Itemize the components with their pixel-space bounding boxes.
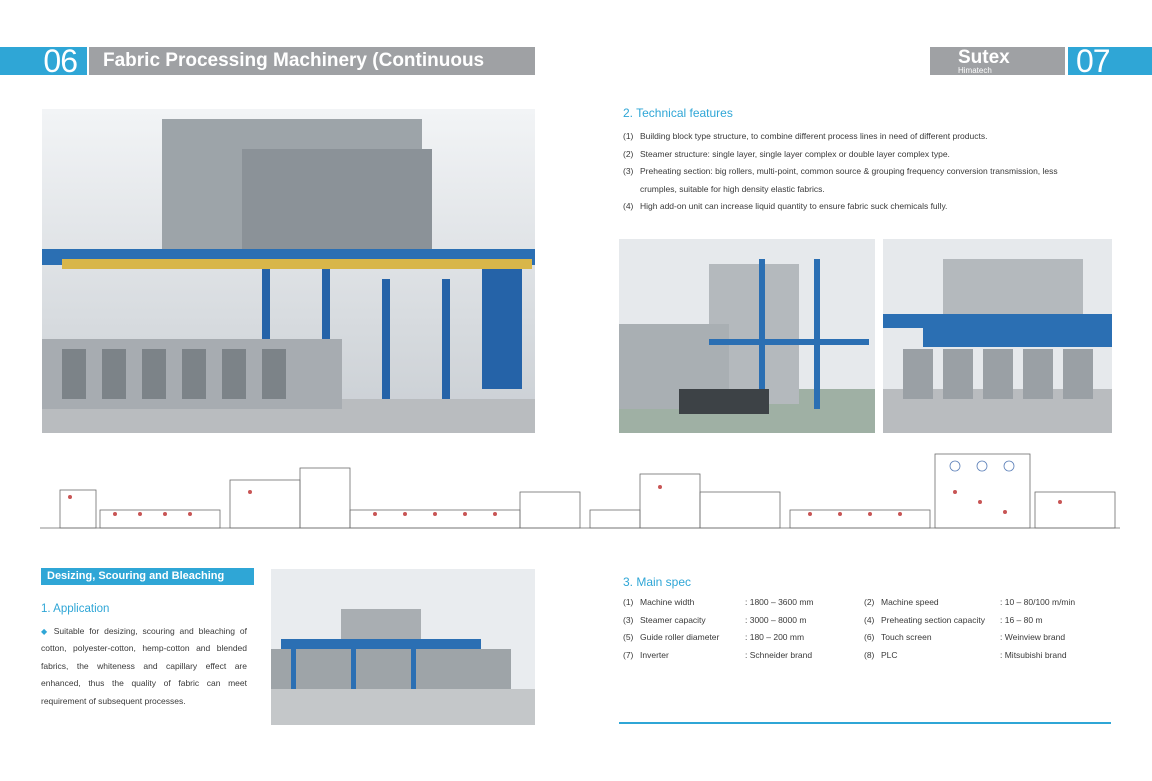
application-description: Suitable for desizing, scouring and bleaching of cotton, polyester-cotton, hemp-cotton and blended fabrics, the whiteness and capillary effect are enhanced, thus the quality of fabric can meet requirement of subsequent processes. <box>41 626 247 706</box>
features-list <box>623 128 1093 216</box>
spec-value: : 1800 – 3600 mm <box>745 597 814 607</box>
footer-rule <box>619 722 1111 724</box>
feature-text: Steamer structure: single layer, single layer complex or double layer complex type. <box>640 148 950 159</box>
spec-row <box>623 632 1103 650</box>
spec-key: Preheating section capacity <box>881 614 985 625</box>
spec-number: (3) <box>623 614 634 625</box>
spec-number: (6) <box>864 632 875 643</box>
spec-key: Touch screen <box>881 632 932 643</box>
process-line-diagram <box>40 452 1120 534</box>
feature-text: High add-on unit can increase liquid quantity to ensure fabric suck chemicals fully. <box>640 201 948 212</box>
range-section-tag: Desizing, Scouring and Bleaching Range <box>41 568 254 585</box>
feature-item <box>623 146 1093 164</box>
spec-number: (8) <box>864 650 875 661</box>
spec-row <box>623 597 1103 615</box>
application-text <box>41 623 247 710</box>
spec-key: Machine width <box>640 597 695 607</box>
spec-key: PLC <box>881 650 898 661</box>
spec-number: (2) <box>864 597 875 607</box>
spec-value: : 16 – 80 m <box>1000 614 1043 625</box>
spec-table <box>623 597 1103 668</box>
brand-subname: Himatech <box>958 66 992 75</box>
feature-number: (2) <box>623 148 634 159</box>
spec-number: (4) <box>864 614 875 625</box>
range-line-photo <box>883 239 1112 433</box>
brand-name: Sutex <box>958 47 1010 68</box>
spec-value: : 180 – 200 mm <box>745 632 805 643</box>
features-title: 2. Technical features <box>623 106 733 120</box>
spec-row <box>623 615 1103 633</box>
feature-number: (1) <box>623 131 634 141</box>
feature-number: (3) <box>623 166 634 177</box>
spec-value: : Mitsubishi brand <box>1000 650 1067 661</box>
steamer-photo <box>619 239 875 433</box>
feature-item <box>623 198 1093 216</box>
spec-value: : Weinview brand <box>1000 632 1066 643</box>
spec-number: (1) <box>623 597 634 607</box>
feature-text: Building block type structure, to combine different process lines in need of different products. <box>640 131 988 141</box>
feature-number: (4) <box>623 201 634 212</box>
brand-logo <box>930 47 1065 75</box>
bullet-diamond-icon: ◆ <box>41 627 50 636</box>
spec-value: : Schneider brand <box>745 650 813 661</box>
spec-value: : 10 – 80/100 m/min <box>1000 597 1076 607</box>
spec-key: Guide roller diameter <box>640 632 720 643</box>
spec-value: : 3000 – 8000 m <box>745 614 807 625</box>
spec-key: Steamer capacity <box>640 614 706 625</box>
application-title: 1. Application <box>41 603 110 615</box>
feature-text: Preheating section: big rollers, multi-point, common source & grouping frequency conversion transmission, less crumples, suitable for high density elastic fabrics. <box>640 166 1058 194</box>
page-number-left: 06 <box>0 47 87 75</box>
spec-row <box>623 650 1103 668</box>
main-machine-photo <box>42 109 535 433</box>
spec-key: Machine speed <box>881 597 939 607</box>
page-number-right: 07 <box>1068 47 1152 75</box>
page-title: Fabric Processing Machinery (Continuous Type) <box>89 47 535 75</box>
bleaching-range-photo <box>271 569 535 725</box>
spec-key: Inverter <box>640 650 669 661</box>
feature-item <box>623 163 1093 198</box>
spec-number: (7) <box>623 650 634 661</box>
feature-item <box>623 128 1093 146</box>
spec-title: 3. Main spec <box>623 575 692 589</box>
spec-number: (5) <box>623 632 634 643</box>
